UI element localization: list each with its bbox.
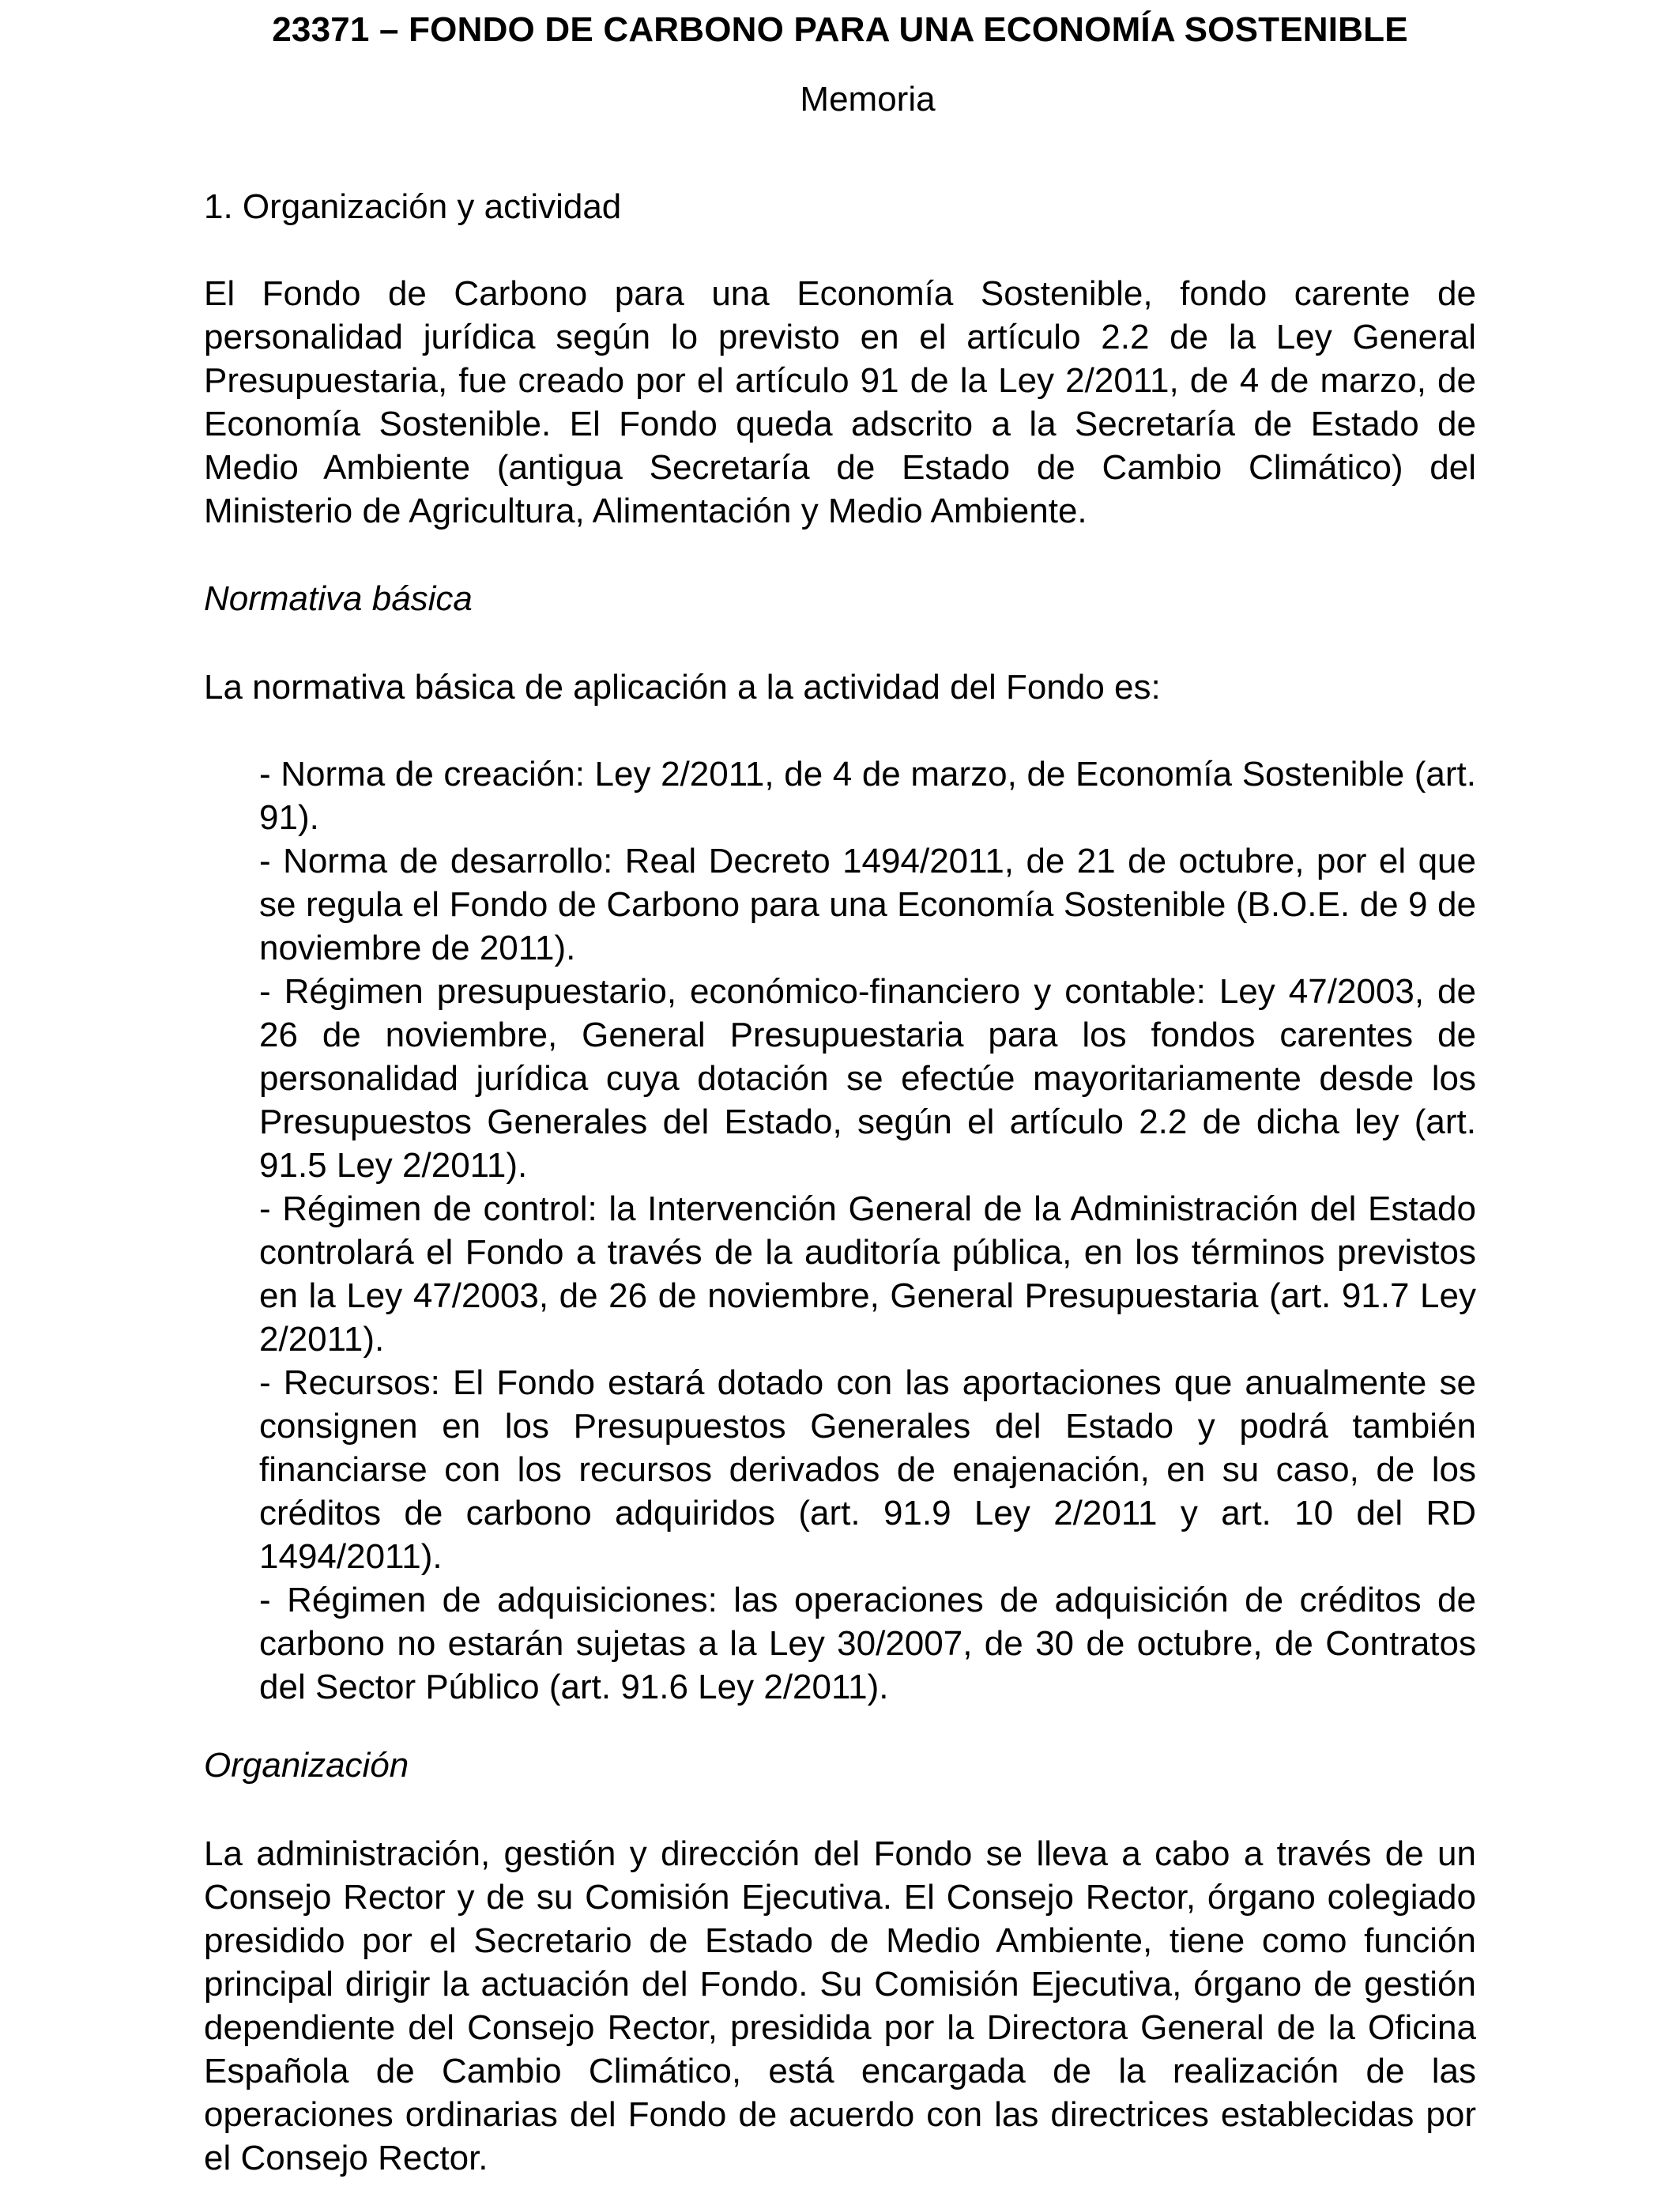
document-subtitle: Memoria	[800, 80, 936, 119]
section-heading: 1. Organización y actividad	[204, 187, 622, 226]
list-item: - Norma de desarrollo: Real Decreto 1494/2011, de 21 de octubre, por el que se regula el Fondo de Carbono para una Economía Sostenible (B.O.E. de 9 de noviembre de 2011).	[259, 842, 1476, 967]
list-item: - Régimen de adquisiciones: las operaciones de adquisición de créditos de carbono no estarán sujetas a la Ley 30/2007, de 30 de octubre, de Contratos del Sector Público (art. 91.6 Ley 2/2011).	[259, 1581, 1476, 1706]
normativa-heading: Normativa básica	[204, 579, 473, 618]
list-item: - Norma de creación: Ley 2/2011, de 4 de marzo, de Economía Sostenible (art. 91).	[259, 755, 1476, 837]
list-item: - Régimen de control: la Intervención General de la Administración del Estado controlará el Fondo a través de la auditoría pública, en los términos previstos en la Ley 47/2003, de 26 de noviembre, General Presupuestaria (art. 91.7 Ley 2/2011).	[259, 1189, 1476, 1359]
organizacion-paragraph: La administración, gestión y dirección del Fondo se lleva a cabo a través de un Consejo Rector y de su Comisión Ejecutiva. El Consejo Rector, órgano colegiado presidido por el Secretario de Estado de Medio Ambiente, tiene como función principal dirigir la actuación del Fondo. Su Comisión Ejecutiva, órgano de gestión dependiente del Consejo Rector, presidida por la Directora General de la Oficina Española de Cambio Climático, está encargada de la realización de las operaciones ordinarias del Fondo de acuerdo con las directrices establecidas por el Consejo Rector.	[204, 1834, 1476, 2177]
list-item: - Recursos: El Fondo estará dotado con las aportaciones que anualmente se consignen en los Presupuestos Generales del Estado y podrá también financiarse con los recursos derivados de enajenación, en su caso, de los créditos de carbono adquiridos (art. 91.9 Ley 2/2011 y art. 10 del RD 1494/2011).	[259, 1363, 1476, 1576]
normativa-intro: La normativa básica de aplicación a la actividad del Fondo es:	[204, 668, 1161, 707]
document-title: 23371 – FONDO DE CARBONO PARA UNA ECONOMÍA SOSTENIBLE	[272, 10, 1408, 49]
list-item: - Régimen presupuestario, económico-financiero y contable: Ley 47/2003, de 26 de noviembre, General Presupuestaria para los fondos carentes de personalidad jurídica cuya dotación se efectúe mayoritariamente desde los Presupuestos Generales del Estado, según el artículo 2.2 de dicha ley (art. 91.5 Ley 2/2011).	[259, 972, 1476, 1185]
organizacion-heading: Organización	[204, 1746, 409, 1785]
normativa-list	[259, 752, 1476, 1709]
intro-paragraph: El Fondo de Carbono para una Economía Sostenible, fondo carente de personalidad jurídica según lo previsto en el artículo 2.2 de la Ley General Presupuestaria, fue creado por el artículo 91 de la Ley 2/2011, de 4 de marzo, de Economía Sostenible. El Fondo queda adscrito a la Secretaría de Estado de Medio Ambiente (antigua Secretaría de Estado de Cambio Climático) del Ministerio de Agricultura, Alimentación y Medio Ambiente.	[204, 274, 1476, 530]
